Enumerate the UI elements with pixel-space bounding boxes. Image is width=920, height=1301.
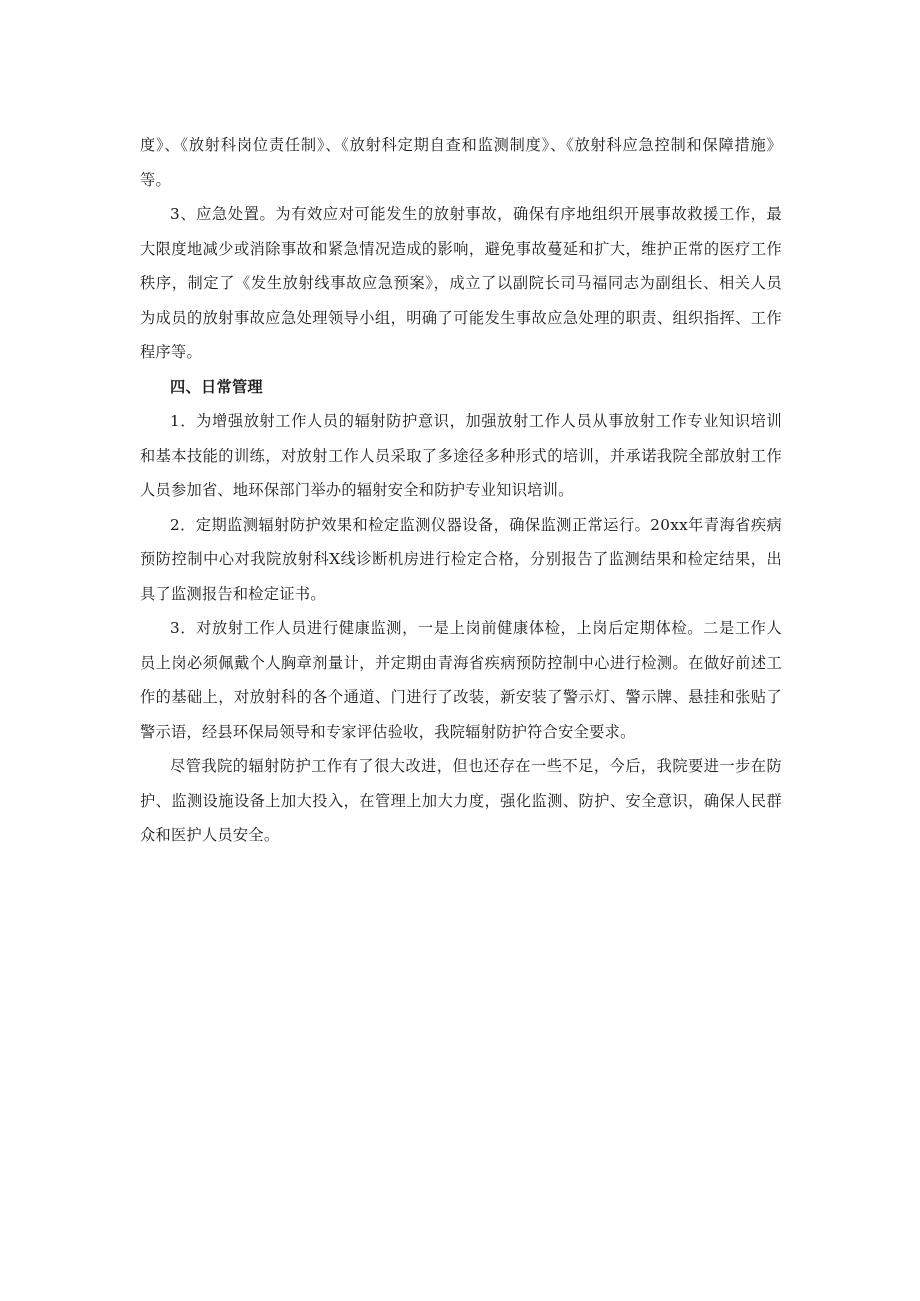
paragraph-emergency-response: 3、应急处置。为有效应对可能发生的放射事故，确保有序地组织开展事故救援工作，最大限度地减少或消除事故和紧急情况造成的影响，避免事故蔓延和扩大，维护正常的医疗工作秩序，制定了《发生放射线事故应急预案》，成立了以副院长司马福同志为副组长、相关人员为成员的放射事故应急处理领导小组，明确了可能发生事故应急处理的职责、组织指挥、工作程序等。: [140, 205, 782, 361]
paragraph-item-3: 3．对放射工作人员进行健康监测，一是上岗前健康体检，上岗后定期体检。二是工作人员上岗必须佩戴个人胸章剂量计，并定期由青海省疾病预防控制中心进行检测。在做好前述工作的基础上，对放射科的各个通道、门进行了改装，新安装了警示灯、警示牌、悬挂和张贴了警示语，经县环保局领导和专家评估验收，我院辐射防护符合安全要求。: [140, 619, 782, 741]
paragraph-conclusion: 尽管我院的辐射防护工作有了很大改进，但也还存在一些不足，今后，我院要进一步在防护、监测设施设备上加大投入，在管理上加大力度，强化监测、防护、安全意识，确保人民群众和医护人员安全。: [140, 757, 782, 844]
document-body: [140, 128, 782, 853]
section-heading-daily-management: 四、日常管理: [170, 377, 263, 396]
paragraph-item-1: 1．为增强放射工作人员的辐射防护意识，加强放射工作人员从事放射工作专业知识培训和基本技能的训练，对放射工作人员采取了多途径多种形式的培训，并承诺我院全部放射工作人员参加省、地环保部门举办的辐射安全和防护专业知识培训。: [140, 412, 782, 499]
paragraph-item-2: 2．定期监测辐射防护效果和检定监测仪器设备，确保监测正常运行。20xx年青海省疾病预防控制中心对我院放射科X线诊断机房进行检定合格，分别报告了监测结果和检定结果，出具了监测报告和检定证书。: [140, 515, 782, 603]
paragraph-continuation: 度》、《放射科岗位责任制》、《放射科定期自查和监测制度》、《放射科应急控制和保障措施》等。: [140, 136, 782, 189]
